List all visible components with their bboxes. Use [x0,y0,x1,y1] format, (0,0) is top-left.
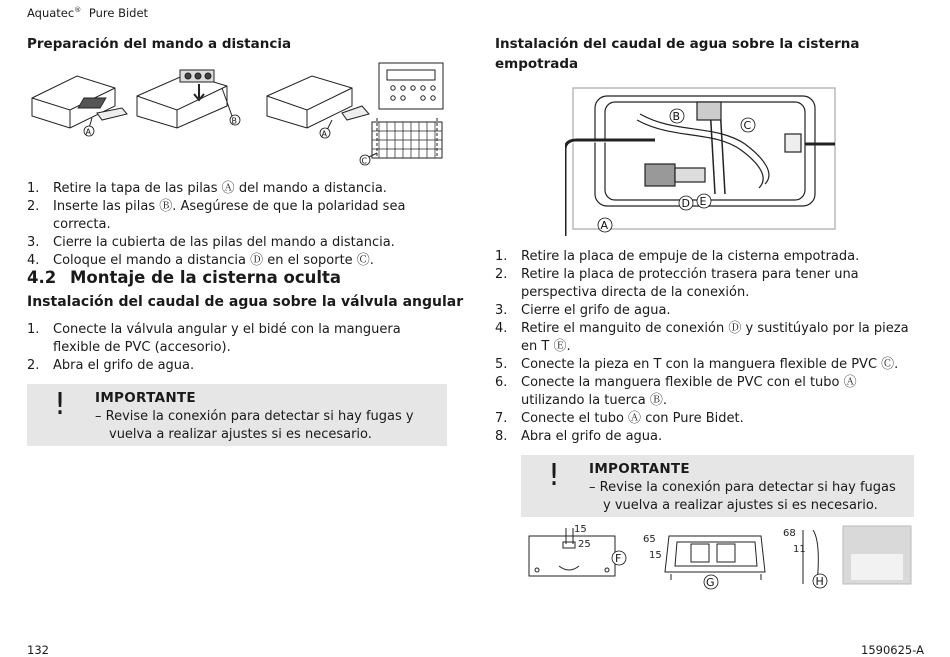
warning-icon: ! [54,387,67,422]
list-item: 4. Coloque el mando a distancia Ⓓ en el soporte Ⓒ. [27,253,374,268]
important-notice-right [521,455,914,517]
dim-h-bottom: 11 [793,544,806,555]
dim-f-top: 15 [574,524,587,535]
remote-steps-list [27,180,447,270]
list-item: 7. Conecte el tubo Ⓐ con Pure Bidet. [495,411,744,426]
list-item: 2. Inserte las pilas Ⓑ. Asegúrese de que la polaridad sea correcta. [27,199,406,232]
section-title-remote: Preparación del mando a distancia [27,36,292,52]
fig-label-b: B [672,110,681,123]
list-item: 3. Cierre la cubierta de las pilas del mando a distancia. [27,235,395,250]
dim-f-bottom: 25 [578,539,591,550]
chapter-number: 4.2 [27,268,57,287]
important-title: IMPORTANTE [589,461,690,477]
list-item: 2. Retire la placa de protección trasera para tener una perspectiva directa de la conexión. [495,267,859,300]
section-title-cistern: Instalación del caudal de agua sobre la cisterna empotrada [495,36,860,72]
section-title-angle-valve: Instalación del caudal de agua sobre la válvula angular [27,294,464,310]
fig-label-b: B [231,116,237,126]
product-name: Pure Bidet [88,6,149,20]
fig-label-a: A [600,219,609,232]
important-text: – Revise la conexión para detectar si hay fugas y vuelva a realizar ajustes si es necesario. [95,409,414,442]
important-title: IMPORTANTE [95,390,196,406]
angle-valve-steps-list [27,321,447,375]
fig-label-a2: A [321,129,327,139]
registered-mark: ® [74,6,82,15]
running-head [27,6,148,20]
important-notice-left [27,384,447,446]
document-number: 1590625-A [861,643,924,657]
cistern-connection-illustration [565,84,845,236]
fig-label-e: E [699,195,707,208]
brand-name: Aquatec [27,6,75,20]
chapter-title: Montaje de la cisterna oculta [70,268,342,287]
list-item: 1. Conecte la válvula angular y el bidé con la manguera flexible de PVC (accesorio). [27,322,401,355]
list-item: 1. Retire la placa de empuje de la cisterna empotrada. [495,249,860,264]
dim-g-bottom: 15 [649,550,662,561]
fig-label-c: C [361,156,368,166]
list-item: 1. Retire la tapa de las pilas Ⓐ del mando a distancia. [27,181,387,196]
list-item: 6. Conecte la manguera flexible de PVC con el tubo Ⓐ utilizando la tuerca Ⓑ. [495,375,857,408]
list-item: 4. Retire el manguito de conexión Ⓓ y sustitúyalo por la pieza en T Ⓔ. [495,321,909,354]
fig-label-f: F [615,552,622,565]
fig-label-a1: A [85,127,91,137]
cistern-steps-list [495,248,915,446]
list-item: 5. Conecte la pieza en T con la manguera flexible de PVC Ⓒ. [495,357,899,372]
fig-label-g: G [706,576,715,589]
dim-g-top: 65 [643,534,656,545]
list-item: 8. Abra el grifo de agua. [495,429,663,444]
chapter-heading [27,268,341,287]
important-text: – Revise la conexión para detectar si hay fugas y vuelva a realizar ajustes si es necesario. [589,480,896,513]
page-number: 132 [27,643,49,657]
remote-control-illustration [27,58,447,170]
mounting-dimensions-illustration [521,522,914,592]
fig-label-c: C [743,119,752,132]
warning-icon: ! [548,458,561,493]
fig-label-d: D [681,197,690,210]
list-item: 3. Cierre el grifo de agua. [495,303,671,318]
fig-label-h: H [815,575,824,588]
dim-h-top: 68 [783,528,796,539]
list-item: 2. Abra el grifo de agua. [27,358,195,373]
